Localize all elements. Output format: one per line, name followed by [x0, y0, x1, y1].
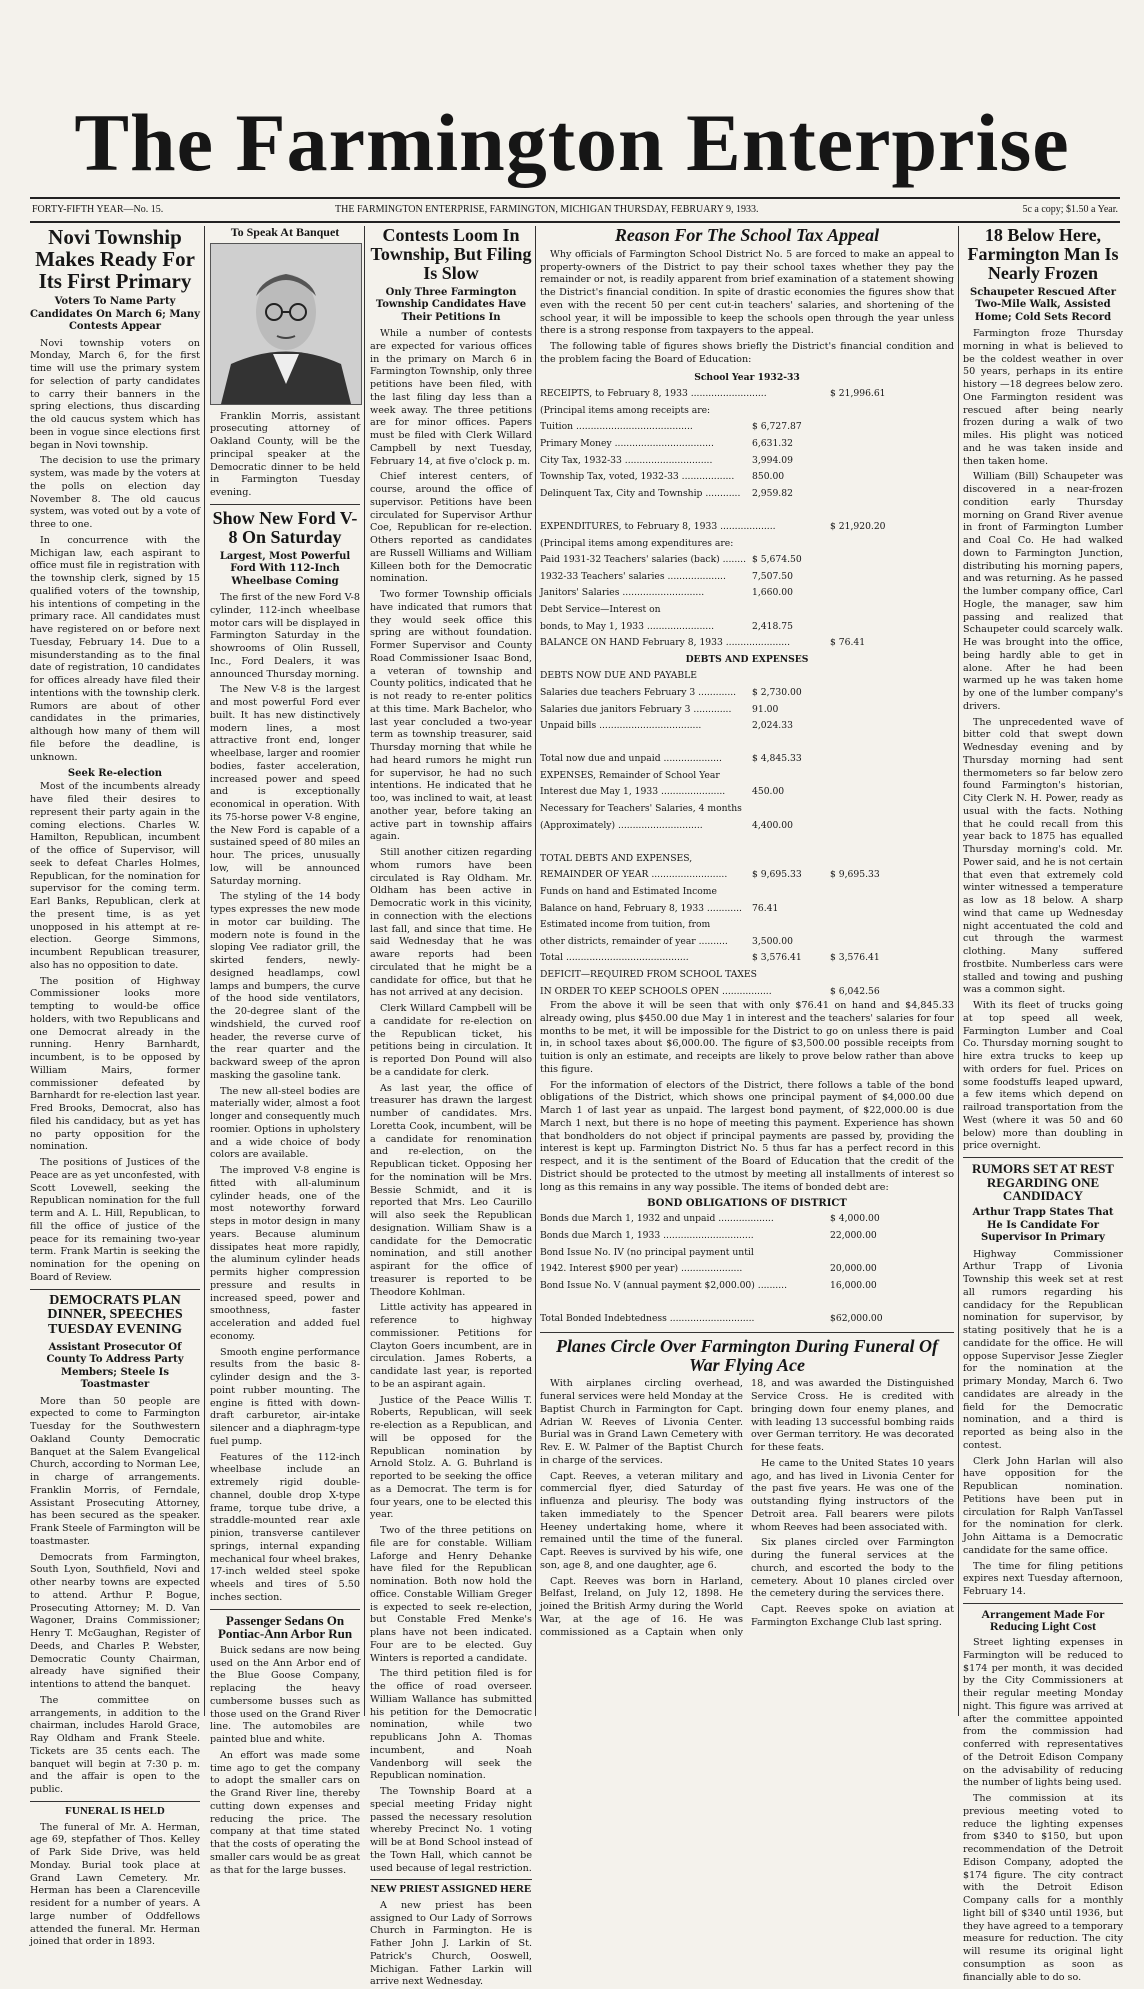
table-row [540, 502, 954, 519]
table-amount: 2,959.82 [752, 487, 793, 499]
democrats-headline: DEMOCRATS PLAN DINNER, SPEECHES TUESDAY EVENING [47, 1292, 183, 1338]
table-label: Interest due May 1, 1933 ...................... [540, 786, 726, 798]
table-row [540, 735, 954, 752]
dateline-center: THE FARMINGTON ENTERPRISE, FARMINGTON, MICHIGAN THURSDAY, FEBRUARY 9, 1933. [335, 204, 759, 215]
table-label: DEFICIT—REQUIRED FROM SCHOOL TAXES [540, 969, 757, 981]
bus-paragraph: Buick sedans are now being used on the Ann Arbor end of the Blue Goose Company, replacing the heavy cumbersome busses such as those used on the Grand River line. The automobiles are painted blue and white. [210, 1644, 360, 1746]
table-row [540, 1245, 954, 1262]
table-row [540, 851, 954, 868]
table-row [540, 718, 954, 735]
table-row [540, 419, 954, 436]
ford-paragraph: The New V-8 is the largest and most powerful Ford ever built. It has new distinctively modern lines, a most attractive front end, longer wheelbase, larger and roomier bodies, faster acceleration, increased power and speed and is exceptionally economical in operation. With its 75-horse power V-8 engine, the New Ford is capable of a sustained speed of 80 miles an hour. The prices, unusually low, will be announced Saturday morning. [210, 684, 360, 887]
finance-table [540, 370, 954, 1001]
table-amount: $ 6,727.87 [752, 421, 802, 433]
cold-headline: 18 Below Here, Farmington Man Is Nearly Frozen [967, 225, 1119, 283]
tax-paragraph: For the information of electors of the District, there follows a table of the bond obligations of the District, which shows one principal payment of $4,000.00 due March 1 of last year as unpaid. The largest bond payment, of $22,000.00 is due March 1 next, but there is no hope of meeting this payment. Experience has shown that bondholders do not object if principal payments are passed by, providing the interest is kept up. Farmington District No. 5 thus far has a perfect record in this respect, and it is the sentiment of the Board of Education that the credit of the District should be protected to the utmost by meeting all installments of interest so long as this remains in any way possible. The items of bonded debt are: [540, 1079, 954, 1193]
table-total: 22,000.00 [830, 1230, 877, 1242]
table-row [540, 768, 954, 785]
table-row [540, 818, 954, 835]
table-row [540, 519, 954, 536]
priest-headline: NEW PRIEST ASSIGNED HERE [370, 1883, 532, 1896]
table-row [540, 950, 954, 967]
planes-paragraph: Capt. Reeves, a veteran military and commercial flyer, died Saturday of influenza and pleurisy. The body was taken immediately to the Spencer Heeney undertaking home, where it remained until the time of the funeral. Capt. Reeves is survived by his wife, one son, age 8, and one daughter, age 6. [540, 1470, 743, 1571]
ford-paragraph: Smooth engine performance results from the basic 8-cylinder design and the 3-point rubber mounting. The engine is fitted with down-draft carburetor, air-intake silencer and a diaphragm-type fuel pump. [210, 1346, 360, 1447]
contests-paragraph: Little activity has appeared in reference to highway commissioner. Petitions for Clayton Goers incumbent, are in circulation. James Roberts, a candidate last year, is reported to be an aspirant again. [370, 1302, 532, 1390]
bus-headline: Passenger Sedans On Pontiac-Ann Arbor Run [217, 1612, 353, 1642]
table-amount: 450.00 [752, 786, 785, 798]
ford-paragraph: The new all-steel bodies are materially wider, almost a foot longer and consequently much roomier. Options in upholstery and a wide choice of body colors are available. [210, 1085, 360, 1161]
table-row [540, 751, 954, 768]
table-total: 20,000.00 [830, 1263, 877, 1275]
table-label: Township Tax, voted, 1932-33 .................. [540, 471, 735, 483]
contests-paragraph: Chief interest centers, of course, around the office of supervisor. Petitions have been circulated for Supervisor Arthur Coe, Republican for re-election. Others reported as candidates are Russell Williams and William Killeen both for the Democratic nomination. [370, 471, 532, 585]
table-label: Salaries due teachers February 3 ............. [540, 686, 737, 698]
banquet-caption: Franklin Morris, assistant prosecuting attorney of Oakland County, will be the principal speaker at the Democratic dinner to be held in Farmington Tuesday evening. [210, 410, 360, 499]
table-amount: $ 3,576.41 [752, 952, 802, 964]
rumors-paragraph: Clerk John Harlan will also have opposition for the Republican nomination. Petitions have been put in circulation for Ralph VanTassel for the nomination for clerk. John Aittama is a Democratic candidate for the same office. [963, 1455, 1123, 1556]
table-row [540, 486, 954, 503]
priest-paragraph: A new priest has been assigned to Our Lady of Sorrows Church in Farmington. He is Father John J. Larkin of St. Patrick's Church, Ooswell, Michigan. Father Larkin will arrive next Wednesday. [370, 1899, 532, 1988]
table-total: $ 21,920.20 [830, 520, 886, 532]
table-row [540, 386, 954, 403]
table-row [540, 1261, 954, 1278]
table-amount: $ 4,845.33 [752, 753, 802, 765]
table-label: 1932-33 Teachers' salaries .................... [540, 570, 726, 582]
table-label: Salaries due janitors February 3 ............. [540, 703, 732, 715]
table-label: DEBTS AND EXPENSES [685, 653, 809, 665]
table-label: EXPENDITURES, to February 8, 1933 ................... [540, 520, 776, 532]
table-label: DEBTS NOW DUE AND PAYABLE [540, 670, 697, 682]
table-row [540, 652, 954, 669]
bond-table [540, 1211, 954, 1327]
table-amount: 91.00 [752, 703, 779, 715]
banquet-headline: To Speak At Banquet [230, 225, 340, 239]
table-label: Total .......................................... [540, 952, 689, 964]
table-amount: 3,500.00 [752, 935, 793, 947]
novi-paragraph: Most of the incumbents already have filed their desires to represent their party again in the coming elections. Charles W. Hamilton, Republican, incumbent of the office of Supervisor, will seek to defeat Charles Holmes, Republican, for the nomination for supervisor for the coming term. Earl Banks, Republican, clerk at the present time, is as yet unopposed in his attempt at re-election. George Simmons, incumbent Republican treasurer, also has no opposition to date. [30, 781, 200, 971]
ford-paragraph: The improved V-8 engine is fitted with all-aluminum cylinder heads, one of the most noteworthy forward steps in motor design in many years. Because aluminum dissipates heat more rapidly, the aluminum cylinder heads permits higher compression pressure and results in increased speed, power and smoothness, faster acceleration and added fuel economy. [210, 1165, 360, 1342]
contests-headline: Contests Loom In Township, But Filing Is Slow [370, 225, 532, 283]
table-total: $ 21,996.61 [830, 388, 886, 400]
ford-paragraph: The styling of the 14 body types expresses the new mode in motor car building. The modern note is found in the sloping Vee radiator grill, the skirted fenders, newly-designed headlamps, cowl lamps and bumpers, the curve of the hood side ventilators, the 20-degree slant of the windshield, the curved roof header, the reverse curve of the rear quarter and the backward sweep of the apron masking the gasoline tank. [210, 891, 360, 1081]
ford-paragraph: Features of the 112-inch wheelbase include an extremely rigid double-channel, double drop X-type frame, torque tube drive, a straddle-mounted rear axle pinion, transverse cantilever springs, internal expanding mechanical four wheel brakes, 17-inch welded steel spoke wheels and tires of 5.50 inches section. [210, 1451, 360, 1603]
table-label: Debt Service—Interest on [540, 603, 661, 615]
table-label: other districts, remainder of year .......... [540, 935, 728, 947]
table-row [540, 602, 954, 619]
table-label: Delinquent Tax, City and Township ............ [540, 487, 741, 499]
table-row [540, 1311, 954, 1328]
table-row [540, 585, 954, 602]
table-label: School Year 1932-33 [694, 371, 800, 383]
table-row [540, 967, 954, 984]
dateline-price: 5c a copy; $1.50 a Year. [1022, 204, 1118, 215]
table-row [540, 436, 954, 453]
table-row [540, 619, 954, 636]
table-row [540, 536, 954, 553]
table-label: Paid 1931-32 Teachers' salaries (back) ........ [540, 554, 746, 566]
table-amount: 3,994.09 [752, 454, 793, 466]
table-label: TOTAL DEBTS AND EXPENSES, [540, 852, 693, 864]
table-row [540, 469, 954, 486]
table-label: Primary Money .................................. [540, 438, 714, 450]
table-row [540, 884, 954, 901]
table-total: $62,000.00 [830, 1313, 883, 1325]
table-amount: $ 5,674.50 [752, 554, 802, 566]
table-row [540, 453, 954, 470]
table-row [540, 1228, 954, 1245]
light-paragraph: The commission at its previous meeting voted to reduce the lighting expenses from $340 to $150, but upon recommendation of the Detroit Edison Company, adopted the $174 figure. The city contract with the Detroit Edison Company calls for a monthly light bill of $340 until 1936, but they have agreed to a temporary measure for reduction. The city will resume its original light consumption as soon as financially able to do so. [963, 1793, 1123, 1983]
funeral-paragraph: The funeral of Mr. A. Herman, age 69, stepfather of Thos. Kelley of Park Side Drive, was held Monday. Burial took place at Grand Lawn Cemetery. Mr. Herman has been a Clarenceville resident for a number of years. A large number of Oddfellows attended the funeral. Mr. Herman joined that order in 1893. [30, 1821, 200, 1948]
table-row [540, 1294, 954, 1311]
funeral-headline: FUNERAL IS HELD [65, 1804, 165, 1817]
table-label: (Approximately) ............................. [540, 819, 703, 831]
table-label: bonds, to May 1, 1933 ....................... [540, 620, 715, 632]
contests-paragraph: Two former Township officials have indicated that rumors that they would seek office this spring are without foundation. Former Supervisor and County Road Commissioner Isaac Bond, a veteran of township and County politics, indicated that he is not ready to re-enter politics at this time. Mark Bachelor, who last year concluded a two-year term as township treasurer, said Thursday morning that while he had heard rumors he might run for supervisor, he had no such intentions. He indicated that he too, was inclined to wait, at least another year, before taking an active part in township affairs again. [370, 589, 532, 843]
contests-paragraph: Still another citizen regarding whom rumors have been circulated is Ray Oldham. Mr. Oldham has been active in Democratic work in this vicinity, in connection with the elections last fall, and since that time. He said Wednesday that he was aware reports had been circulated that he might be a candidate for office, but that he has not arrived at any decision. [370, 847, 532, 999]
rumors-paragraph: Highway Commissioner Arthur Trapp of Livonia Township this week set at rest all rumors regarding his candidacy for the Republican nomination for supervisor, by stating positively that he is a candidate for the office. He will oppose Supervisor Jesse Ziegler for the nomination at the primary Monday, March 6. Two candidates are already in the field for the Democratic nomination, and a third is reported as being also in the contest. [963, 1248, 1123, 1451]
column-1 [30, 225, 200, 1948]
table-amount: 4,400.00 [752, 819, 793, 831]
dateline [30, 197, 1120, 223]
table-label: City Tax, 1932-33 .............................. [540, 454, 713, 466]
table-amount: 7,507.50 [752, 570, 793, 582]
rumors-headline: RUMORS SET AT REST REGARDING ONE CANDIDACY [972, 1161, 1114, 1204]
cold-paragraph: William (Bill) Schaupeter was discovered in a near-frozen condition early Thursday morning on Grand River avenue in front of Farmington Lumber and Coal Co. He had walked down to Farmington Junction, distributing his morning papers, and was returning. As he passed the lumber company office, Carl Hogle, the manager, saw him passing and realized that Schaupeter could scarcely walk. He was brought into the office, being hardly able to get in alone. After he had been warmed up he was taken home by one of the lumber company's drivers. [963, 471, 1123, 712]
cold-paragraph: Farmington froze Thursday morning in what is believed to be the coldest weather in over 50 years, perhaps in its entire history —18 degrees below zero. One Farmington resident was rescued after being nearly frozen during a walk of two miles. His plight was noticed and he was taken inside and then taken home. [963, 328, 1123, 467]
contests-paragraph: Two of the three petitions on file are for constable. William Laforge and Henry Dehanke have filed for the Republican nomination. Both now hold the office. Constable William Greger is expected to seek re-election, but Constable Fred Menke's plans have not been indicated. Four are to be elected. Guy Winters is reported a candidate. [370, 1525, 532, 1664]
democrats-paragraph: The committee on arrangements, in addition to the chairman, includes Harold Grace, Ray Oldham and Frank Steele. Tickets are 35 cents each. The banquet will begin at 7:30 p. m. and the affair is open to the public. [30, 1694, 200, 1796]
tax-paragraph: From the above it will be seen that with only $76.41 on hand and $4,845.33 already owing, plus $450.00 due May 1 in interest and the teachers' salaries for four months to be met, it will be impossible for the District to go on unless there is paid in, in school taxes about $6,000.00. The figure of $3,500.00 possible receipts from tuition is only an estimate, and receipts are likely to prove below rather than above this figure. [540, 1000, 954, 1075]
table-row [540, 685, 954, 702]
column-rule [958, 226, 959, 1716]
column-4 [540, 226, 954, 1718]
table-row [540, 901, 954, 918]
table-label: (Principal items among expenditures are: [540, 537, 734, 549]
table-total: $ 9,695.33 [830, 869, 880, 881]
table-total: $ 3,576.41 [830, 952, 880, 964]
democrats-paragraph: More than 50 people are expected to come to Farmington Tuesday for the Southwestern Oakland County Democratic Banquet at the Salem Evangelical Church, according to Norman Lee, in charge of arrangements. Franklin Morris, of Ferndale, Assistant Prosecuting Attorney, has been secured as the speaker. Frank Steele of Farmington will be toastmaster. [30, 1395, 200, 1547]
table-row [540, 984, 954, 1001]
democrats-subhead: Assistant Prosecutor Of County To Address Party Members; Steele Is Toastmaster [46, 1341, 184, 1391]
table-label: Estimated income from tuition, from [540, 919, 711, 931]
table-label: Janitors' Salaries ............................ [540, 587, 705, 599]
contests-paragraph: Justice of the Peace Willis T. Roberts, Republican, will seek re-election as a Republican, and will be opposed for the Republican nomination by Arnold Stolz. A. G. Buhrland is reported to be seeking the office as a Democrat. The term is for four years, one to be elected this year. [370, 1394, 532, 1521]
table-row [540, 403, 954, 420]
planes-headline: Planes Circle Over Farmington During Funeral Of War Flying Ace [555, 1335, 939, 1375]
table-amount: 76.41 [752, 902, 779, 914]
novi-subhead: Voters To Name Party Candidates On March 6; Many Contests Appear [30, 296, 200, 333]
column-rule [364, 226, 365, 1716]
table-label: Total Bonded Indebtedness ............................. [540, 1313, 755, 1325]
planes-paragraph: He came to the United States 10 years ago, and has lived in Livonia Center for the past five years. He was one of the outstanding flying instructors of the Detroit area. Fall bearers were pilots whom Reeves had been associated with. [751, 1457, 954, 1533]
table-row [540, 934, 954, 951]
table-amount: 2,418.75 [752, 620, 793, 632]
table-row [540, 917, 954, 934]
table-label: Balance on hand, February 8, 1933 ............ [540, 902, 742, 914]
contests-paragraph: The third petition filed is for the office of road overseer. William Wallance has submitted his petition for the Democratic nomination, while two republicans John A. Thomas incumbent, and Noah Vandenborg will seek the Republican nomination. [370, 1668, 532, 1782]
table-label: Bond Issue No. IV (no principal payment until [540, 1246, 754, 1258]
novi-paragraph: The positions of Justices of the Peace are as yet unconfested, with Scott Lovewell, seeking the Republican nomination for the full term and A. L. Hill, Republican, to fill the office of justice of the peace for its remaining two-year term. Frank Martin is seeking the nomination for the opening on Board of Review. [30, 1157, 200, 1283]
table-amount: 2,024.33 [752, 720, 793, 732]
tax-headline: Reason For The School Tax Appeal [614, 225, 880, 245]
ford-paragraph: The first of the new Ford V-8 cylinder, 112-inch wheelbase motor cars will be displayed in Farmington Saturday in the showrooms of Olin Russell, Inc., Ford Dealers, it was announced Thursday morning. [210, 592, 360, 680]
table-row [540, 370, 954, 387]
table-row [540, 834, 954, 851]
contests-paragraph: Clerk Willard Campbell will be a candidate for re-election on the Republican ticket, his petitions being in circulation. It is reported Don Pound will also be a candidate for clerk. [370, 1003, 532, 1078]
table-amount: 6,631.32 [752, 438, 793, 450]
tax-paragraph: The following table of figures shows briefly the District's financial condition and the problem facing the Board of Education: [540, 341, 954, 365]
table-row [540, 668, 954, 685]
contests-paragraph: While a number of contests are expected for various offices in the primary on March 6 in Farmington Township, only three petitions have been filed, with the last filing day less than a week away. The three petitions are for minor offices. Papers must be filed with Clerk Willard Campbell by next Tuesday, February 14, at five o'clock p. m. [370, 328, 532, 467]
portrait-photo [210, 243, 362, 405]
novi-paragraph: Novi township voters on Monday, March 6, for the first time will use the primary system for selection of party candidates to carry their banners in the spring elections, thus discarding the old caucus system which has been in vogue since elections first began in Novi township. [30, 337, 200, 451]
table-label: Necessary for Teachers' Salaries, 4 months [540, 803, 742, 815]
table-label: Bond Issue No. V (annual payment $2,000.00) .......... [540, 1279, 787, 1291]
contests-paragraph: As last year, the office of treasurer has drawn the largest number of candidates. Mrs. Loretta Cook, incumbent, will be a candidate for renomination and re-election, on the Republican ticket. Opposing her for the nomination will be Mrs. Bessie Schmidt, and it is reported that Mrs. Leo Caurillo will also seek the Republican designation. William Shaw is a candidate for the Democratic nomination, and still another aspirant for the office of treasurer is reported to be Theodore Kohlman. [370, 1082, 532, 1298]
table-label: Funds on hand and Estimated Income [540, 886, 717, 898]
table-total: $ 6,042.56 [830, 985, 880, 997]
planes-paragraph: Capt. Reeves was born in Harland, Belfast, Ireland, on July 12, 1898. He joined the British Army during the World War, at the age of 16. He was commissioned as a Captain when only 18, and was awarded the Distinguished Service Cross. He is credited with bringing down four enemy planes, and with leading 13 successful bombing raids over German territory. He was decorated for these feats. [540, 1378, 954, 1638]
column-3 [370, 225, 532, 1988]
table-label: RECEIPTS, to February 8, 1933 .......................... [540, 388, 767, 400]
table-label: REMAINDER OF YEAR .......................... [540, 869, 728, 881]
table-row [540, 784, 954, 801]
cold-subhead: Schaupeter Rescued After Two-Mile Walk, Assisted Home; Cold Sets Record [969, 286, 1117, 323]
table-label: EXPENSES, Remainder of School Year [540, 769, 720, 781]
masthead: The Farmington Enterprise [74, 97, 1070, 188]
table-amount: $ 2,730.00 [752, 686, 802, 698]
table-row [540, 552, 954, 569]
table-label: Bonds due March 1, 1932 and unpaid ................... [540, 1213, 774, 1225]
column-rule [204, 226, 205, 1716]
table-total: $ 76.41 [830, 637, 866, 649]
column-5 [963, 225, 1123, 1983]
planes-paragraph: With airplanes circling overhead, funeral services were held Monday at the Baptist Church in Farmington for Capt. Adrian W. Reeves of Livonia Center. Burial was in Grand Lawn Cemetery with Rev. E. W. Palmer of the Baptist Church in charge of the services. [540, 1378, 743, 1466]
table-label: 1942. Interest $900 per year) ..................... [540, 1263, 743, 1275]
table-label: (Principal items among receipts are: [540, 404, 711, 416]
novi-paragraph: The position of Highway Commissioner looks more tempting to would-be office holders, with two Republicans and one Democrat already in the running. Henry Barnhardt, incumbent, is to be opposed by William Mairs, former commissioner defeated by Barnhardt for re-election last year. Fred Brooks, Democrat, also has filed his candidacy, but as yet has no party opposition for the nomination. [30, 975, 200, 1153]
table-row [540, 867, 954, 884]
table-label: Unpaid bills ................................... [540, 720, 702, 732]
rumors-subhead: Arthur Trapp States That He Is Candidate For Supervisor In Primary [972, 1207, 1114, 1244]
table-amount: 1,660.00 [752, 587, 793, 599]
rumors-paragraph: The time for filing petitions expires next Tuesday afternoon, February 14. [963, 1560, 1123, 1598]
table-row [540, 1211, 954, 1228]
table-label: IN ORDER TO KEEP SCHOOLS OPEN ................. [540, 985, 772, 997]
light-headline: Arrangement Made For Reducing Light Cost [981, 1606, 1105, 1634]
table-row [540, 801, 954, 818]
table-label: Bonds due March 1, 1933 ............................... [540, 1230, 754, 1242]
column-rule [535, 226, 536, 1716]
planes-body [540, 1378, 954, 1639]
cold-paragraph: The unprecedented wave of bitter cold that swept down Wednesday evening and by Thursday morning had sent thermometers so far below zero found Farmington's historian, City Clerk N. H. Power, ready as usual with the facts. Nothing that he could recall from this year back to 1875 has equalled Thursday morning's cold. Mr. Power said, and he is not certain that even that extremely cold winter witnessed a temperature as low as 18 below. A sharp wind that came up Wednesday night accentuated the cold and cut through the warmest clothing. Many suffered frostbite. Numberless cars were stalled and towing and pushing was a common sight. [963, 716, 1123, 996]
novi-headline: Novi Township Makes Ready For Its First Primary [35, 225, 195, 294]
planes-paragraph: Capt. Reeves spoke on aviation at Farmington Exchange Club last spring. [751, 1604, 954, 1628]
democrats-paragraph: Democrats from Farmington, South Lyon, Southfield, Novi and other nearby towns are expected to attend. Arthur P. Bogue, Prosecuting Attorney; M. D. Van Wagoner, Drains Commissioner; Henry T. McGaughan, Register of Deeds, and Charles P. Webster, Democratic County Chairman, already have signified their intentions to attend the banquet. [30, 1551, 200, 1691]
table-row [540, 569, 954, 586]
novi-paragraph: In concurrence with the Michigan law, each aspirant to office must file in registration with the township clerk, signed by 15 qualified voters of the township, his intentions of competing in the primary race. All candidates must have registered on or before next Tuesday, February 14. Due to a misunderstanding as to the final date of registration, 10 candidates for offices already have filed their intentions with the township clerk. Rumors are about of other candidates in the primaries, although how many of them will file before the deadline, is unknown. [30, 534, 200, 763]
novi-paragraph: The decision to use the primary system, was made by the voters at the polls on election day November 8. The old caucus system, was voted out by a vote of three to one. [30, 455, 200, 531]
contests-paragraph: The Township Board at a special meeting Friday night passed the necessary resolution whereby Precinct No. 1 voting will be at Bond School instead of the Town Hall, which cannot be used because of legal restriction. [370, 1786, 532, 1874]
table-total: 16,000.00 [830, 1279, 877, 1291]
table-amount: 850.00 [752, 471, 785, 483]
table-amount: $ 9,695.33 [752, 869, 802, 881]
column-2 [210, 225, 360, 1876]
tax-paragraph: Why officials of Farmington School District No. 5 are forced to make an appeal to property-owners of the District to pay their school taxes whether they pay the remainder or not, is readily apparent from brief examination of a statement showing the District's financial condition. In spite of drastic economies the figures show that even with the recent 50 per cent cut-in teachers' salaries, and shortening of the school year, it will be impossible to keep the schools open through the year unless there is a strong response from taxpayers to the appeal. [540, 248, 954, 337]
table-row [540, 1278, 954, 1295]
table-row [540, 635, 954, 652]
table-label: BALANCE ON HAND February 8, 1933 ...................... [540, 637, 790, 649]
ford-headline: Show New Ford V-8 On Saturday [212, 507, 358, 547]
bond-title: BOND OBLIGATIONS OF DISTRICT [647, 1198, 847, 1210]
cold-paragraph: With its fleet of trucks going at top speed all week, Farmington Lumber and Coal Co. Thursday morning sought to hire extra trucks to keep up with orders for fuel. Prices on some foodstuffs leaped upward, a few items which depend on railroad transportation from the West (where it was 50 and 60 below) more than doubling in price overnight. [963, 1000, 1123, 1152]
dateline-volume: FORTY-FIFTH YEAR—No. 15. [32, 204, 164, 215]
table-row [540, 702, 954, 719]
ford-subhead: Largest, Most Powerful Ford With 112-Inch Wheelbase Coming [219, 550, 351, 587]
contests-subhead: Only Three Farmington Township Candidates Have Their Petitions In [375, 286, 527, 323]
planes-paragraph: Six planes circled over Farmington during the funeral services at the church, and escorted the body to the cemetery. About 10 planes circled over the cemetery during the services there. [751, 1537, 954, 1600]
bus-paragraph: An effort was made some time ago to get the company to adopt the smaller cars on the Grand River line, thereby cutting down expenses and reducing the price. The company at that time stated that the costs of operating the smaller cars would be as great as that for the large busses. [210, 1749, 360, 1876]
table-label: Total now due and unpaid .................... [540, 753, 722, 765]
table-label: Tuition ........................................ [540, 421, 693, 433]
light-paragraph: Street lighting expenses in Farmington will be reduced to $174 per month, it was decided by the City Commissioners at their regular meeting Monday night. This figure was arrived at after the committee appointed from the commission had conferred with representatives of the Detroit Edison Company on the advisability of reducing the number of lights being used. [963, 1637, 1123, 1789]
table-total: $ 4,000.00 [830, 1213, 880, 1225]
novi-subhead-2: Seek Re-election [67, 768, 163, 780]
